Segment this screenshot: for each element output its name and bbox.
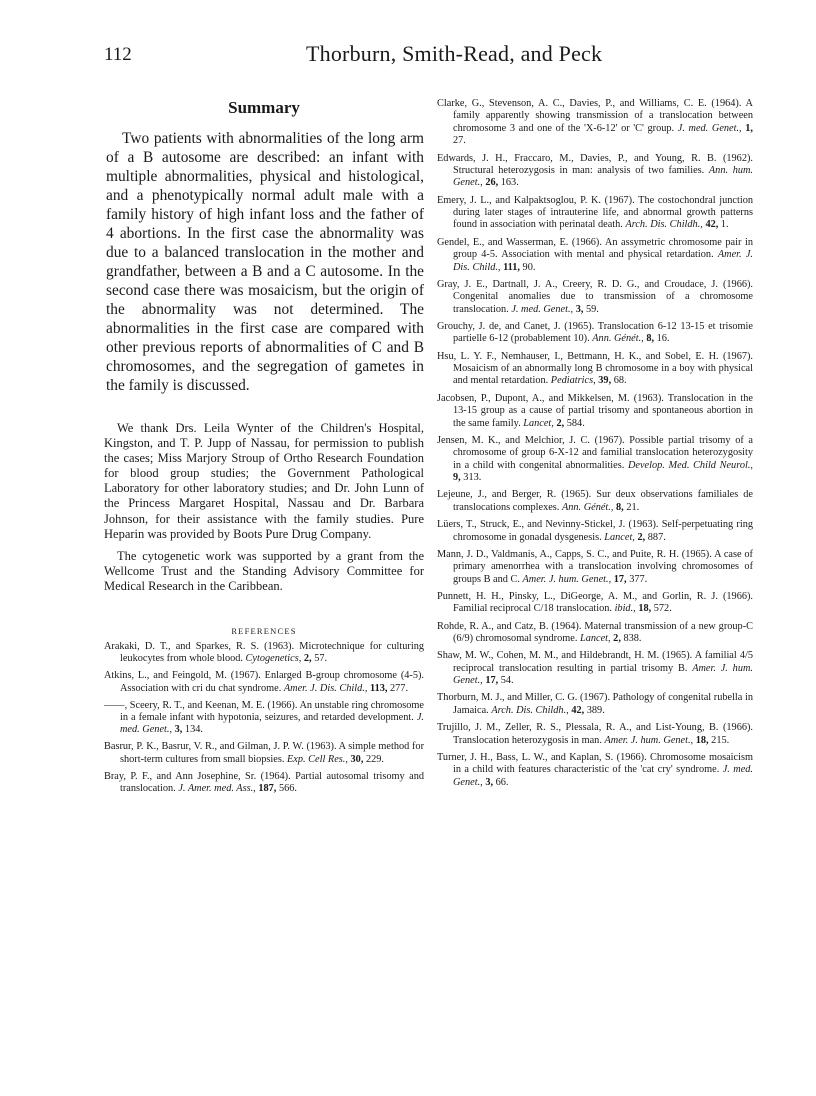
reference-item: [104, 641, 424, 666]
reference-text: Mann, J. D., Valdmanis, A., Capps, S. C., and Puite, R. H. (1965). A case of primary amenorrhea with a translocation involving chromosomes of groups B and C.: [437, 548, 753, 585]
reference-journal: Develop. Med. Child Neurol.,: [627, 459, 753, 471]
reference-text: Edwards, J. H., Fraccaro, M., Davies, P., and Young, R. B. (1962). Structural heterozygosis in man: analysis of two families.: [437, 152, 753, 176]
reference-pages: 887.: [645, 531, 666, 543]
reference-volume: 187,: [258, 783, 277, 795]
reference-item: [104, 741, 424, 766]
reference-pages: 68.: [611, 375, 627, 387]
reference-text: Punnett, H. H., Pinsky, L., DiGeorge, A. M., and Gorlin, R. J. (1966). Familial reciprocal C/18 translocation.: [437, 590, 753, 615]
reference-volume: 113,: [369, 682, 388, 694]
reference-journal: Ann. hum. Genet.,: [453, 164, 753, 189]
reference-item: [437, 752, 753, 789]
reference-item: [437, 722, 753, 747]
reference-text: Shaw, M. W., Cohen, M. M., and Hildebrandt, H. M. (1965). A familial 4/5 reciprocal translocation resulting in partial trisomy B.: [437, 650, 753, 674]
reference-pages: 566.: [276, 783, 297, 795]
reference-text: Arakaki, D. T., and Sparkes, R. S. (1963). Microtechnique for culturing leukocytes from whole blood.: [104, 641, 424, 665]
reference-journal: Exp. Cell Res.,: [287, 753, 348, 765]
reference-text: Grouchy, J. de, and Canet, J. (1965). Translocation 6-12 13-15 et trisomie partielle 6-12 (probablement 10).: [437, 320, 753, 345]
reference-journal: ibid.,: [614, 603, 636, 615]
reference-volume: 2,: [613, 633, 621, 645]
reference-pages: 163.: [498, 177, 519, 189]
reference-pages: 313.: [460, 472, 482, 484]
reference-text: ——, Sceery, R. T., and Keenan, M. E. (1966). An unstable ring chromosome in a female infant with hypotonia, seizures, and retarded development.: [104, 699, 424, 724]
reference-text: Emery, J. L., and Kalpaktsoglou, P. K. (1967). The costochondral junction during later stages of intrauterine life, and abnormal growth patterns found in association with perinatal death.: [437, 194, 753, 231]
reference-item: [437, 393, 753, 430]
reference-text: Lejeune, J., and Berger, R. (1965). Sur deux observations familiales de translocations complexes.: [437, 489, 753, 513]
reference-item: [437, 621, 753, 646]
reference-journal: Amer. J. hum. Genet.,: [453, 662, 753, 687]
reference-journal: Arch. Dis. Childh.,: [491, 704, 569, 716]
reference-pages: 16.: [654, 333, 670, 345]
reference-volume: 30,: [350, 753, 364, 765]
reference-pages: 584.: [564, 417, 585, 429]
reference-text: Gray, J. E., Dartnall, J. A., Creery, R. D. G., and Croudace, J. (1966). Congenital anomalies due to transmission of a chromosome translocation.: [437, 278, 753, 315]
reference-journal: J. med. Genet.,: [677, 122, 742, 134]
reference-volume: 2,: [556, 417, 565, 429]
reference-journal: Amer. J. Dis. Child.,: [283, 682, 368, 694]
reference-volume: 18,: [638, 603, 652, 615]
reference-volume: 18,: [695, 734, 709, 746]
reference-text: Basrur, P. K., Basrur, V. R., and Gilman, J. P. W. (1963). A simple method for short-term cultures from small biopsies.: [104, 741, 424, 765]
acknowledgement-paragraph: The cytogenetic work was supported by a grant from the Wellcome Trust and the Standing Advisory Committee for Medical Research in the Caribbean.: [104, 548, 424, 593]
reference-journal: Lancet,: [604, 531, 635, 543]
references-list-left: [104, 641, 424, 795]
reference-text: Atkins, L., and Feingold, M. (1967). Enlarged B-group chromosome (4-5). Association with cri du chat syndrome.: [104, 670, 424, 694]
summary-text: Two patients with abnormalities of the long arm of a B autosome are described: an infant with multiple abnormalities, physical and histological, and a phenotypically normal adult male with a family history of high infant loss and the father of 4 abortions. In the first case the abnormality was due to a balanced translocation in the mother and grandfather, between a B and a C autosome. In the second case there was mosaicism, but the origin of the abnormality was not determined. The abnormalities in the first case are compared with other previous reports of abnormalities of C and B chromosomes, and the segregation of gametes in the family is discussed.: [106, 130, 424, 394]
reference-journal: Lancet,: [579, 633, 611, 645]
reference-volume: 42,: [705, 219, 719, 231]
reference-volume: 42,: [571, 704, 585, 716]
reference-pages: 215.: [708, 734, 730, 746]
reference-item: [437, 195, 753, 232]
reference-text: Clarke, G., Stevenson, A. C., Davies, P., and Williams, C. E. (1964). A family apparently showing transmission of a translocation between chromosome 3 and one of the 'X-6-12' or 'C' group.: [437, 98, 753, 134]
running-head: Thorburn, Smith-Read, and Peck: [306, 41, 603, 66]
reference-item: [104, 670, 424, 695]
reference-volume: 2,: [637, 531, 646, 543]
reference-item: [437, 279, 753, 316]
reference-text: Rohde, R. A., and Catz, B. (1964). Maternal transmission of a new group-C (6/9) chromosomal syndrome.: [437, 620, 753, 645]
reference-journal: Arch. Dis. Childh.,: [625, 219, 703, 231]
reference-text: Jacobsen, P., Dupont, A., and Mikkelsen, M. (1963). Translocation in the 13-15 group as a cause of partial trisomy and spontaneous abortion in the same family.: [437, 392, 753, 429]
reference-journal: Lancet,: [523, 417, 554, 429]
reference-item: [104, 700, 424, 737]
reference-journal: J. med. Genet.,: [453, 764, 753, 788]
reference-item: [437, 692, 753, 717]
reference-item: [437, 153, 753, 190]
reference-text: Turner, J. H., Bass, L. W., and Kaplan, S. (1966). Chromosome mosaicism in a child with features characteristic of the 'cat cry' syndrome.: [437, 751, 753, 776]
reference-item: [437, 435, 753, 485]
reference-pages: 27.: [453, 135, 466, 147]
reference-volume: 8,: [646, 333, 655, 345]
reference-journal: Amer. J. Dis. Child.,: [453, 249, 753, 273]
reference-volume: 26,: [485, 177, 499, 189]
reference-pages: 59.: [583, 303, 599, 315]
reference-text: Bray, P. F., and Ann Josephine, Sr. (1964). Partial autosomal trisomy and translocation.: [104, 770, 424, 795]
reference-volume: 3,: [174, 724, 183, 736]
reference-volume: 2,: [303, 653, 312, 665]
reference-pages: 572.: [651, 603, 672, 615]
reference-pages: 54.: [498, 675, 514, 687]
reference-item: [437, 650, 753, 687]
reference-journal: Amer. J. hum. Genet.,: [522, 573, 612, 585]
acknowledgements: [104, 421, 424, 594]
reference-item: [437, 351, 753, 388]
reference-pages: 377.: [626, 573, 648, 585]
left-column: [104, 98, 424, 800]
reference-journal: Cytogenetics,: [245, 653, 302, 665]
reference-pages: 229.: [363, 753, 384, 765]
reference-journal: J. med. Genet.,: [120, 712, 424, 736]
summary-title: Summary: [228, 98, 300, 117]
reference-pages: 57.: [311, 653, 328, 665]
page-header: [0, 41, 816, 74]
reference-pages: 1.: [718, 219, 729, 231]
references-title: REFERENCES: [231, 626, 297, 637]
reference-pages: 90.: [519, 261, 536, 273]
acknowledgement-paragraph: We thank Drs. Leila Wynter of the Children's Hospital, Kingston, and T. P. Jupp of Nassau, for permission to publish the cases; Miss Marjory Stroup of Ortho Research Foundation for blood group studies; the Government Pathological Laboratory for other laboratory studies; and Dr. John Lunn of the Princess Margaret Hospital, Nassau and Dr. Barbara Johnson, for their assistance with the family studies. Pure Heparin was provided by Boots Pure Drug Company.: [104, 421, 424, 541]
reference-volume: 3,: [575, 303, 584, 315]
reference-volume: 9,: [453, 472, 461, 484]
reference-item: [437, 237, 753, 274]
right-column: [437, 98, 753, 794]
reference-item: [104, 771, 424, 796]
reference-pages: 66.: [493, 776, 509, 788]
reference-item: [437, 489, 753, 514]
references-list-right: [437, 98, 753, 789]
reference-journal: Ann. Génét.,: [561, 501, 614, 513]
reference-volume: 111,: [503, 261, 520, 273]
reference-item: [437, 321, 753, 346]
reference-volume: 1,: [745, 122, 753, 134]
reference-item: [437, 98, 753, 148]
reference-text: Hsu, L. Y. F., Nemhauser, I., Bettmann, H. K., and Sobel, E. H. (1967). Mosaicism of an abnormally long B chromosome in a boy with physical and mental retardation.: [437, 350, 753, 387]
reference-journal: J. med. Genet.,: [511, 303, 574, 315]
reference-journal: J. Amer. med. Ass.,: [178, 783, 256, 795]
page-number: 112: [104, 44, 132, 65]
reference-pages: 838.: [620, 633, 642, 645]
reference-text: Trujillo, J. M., Zeller, R. S., Plessala, R. A., and List-Young, B. (1966). Translocation heterozygosis in man.: [437, 722, 753, 746]
reference-item: [437, 591, 753, 616]
reference-volume: 17,: [613, 573, 627, 585]
reference-journal: Amer. J. hum. Genet.,: [604, 734, 694, 746]
reference-volume: 8,: [616, 501, 624, 513]
reference-pages: 389.: [584, 704, 605, 716]
reference-journal: Ann. Génét.,: [592, 333, 644, 345]
reference-pages: 277.: [387, 682, 409, 694]
reference-journal: Pediatrics,: [550, 375, 596, 387]
reference-text: Thorburn, M. J., and Miller, C. G. (1967). Pathology of congenital rubella in Jamaica.: [437, 692, 753, 716]
reference-item: [437, 519, 753, 544]
reference-text: Jensen, M. K., and Melchior, J. C. (1967). Possible partial trisomy of a chromosome of group 6-X-12 and familial translocation heterozygosity in a child with congenital abnormalities.: [437, 434, 753, 471]
reference-text: Lüers, T., Struck, E., and Nevinny-Stickel, J. (1963). Self-perpetuating ring chromosome in gonadal dysgenesis.: [437, 519, 753, 543]
reference-volume: 39,: [598, 375, 612, 387]
reference-pages: 21.: [623, 501, 640, 513]
reference-volume: 17,: [485, 675, 499, 687]
reference-item: [437, 549, 753, 586]
reference-text: Gendel, E., and Wasserman, E. (1966). An assymetric chromosome pair in group 4-5. Association with mental and physical retardation.: [437, 236, 753, 261]
reference-pages: 134.: [182, 724, 203, 736]
reference-volume: 3,: [485, 776, 494, 788]
